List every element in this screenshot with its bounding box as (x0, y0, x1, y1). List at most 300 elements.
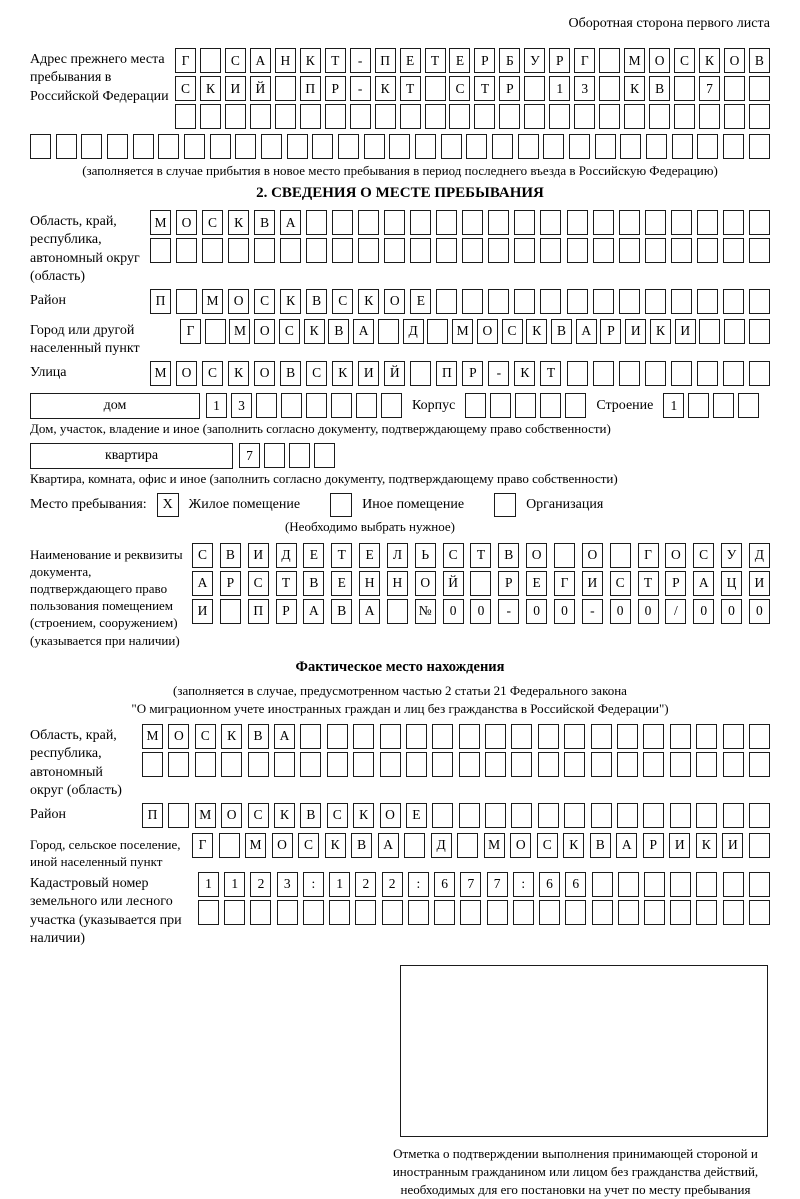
char-cell[interactable] (205, 319, 226, 344)
char-cell[interactable]: Т (276, 571, 297, 596)
char-cell[interactable] (511, 752, 532, 777)
char-cell[interactable]: : (303, 872, 324, 897)
char-cell[interactable]: М (150, 210, 171, 235)
house-type-box[interactable]: дом (30, 393, 200, 419)
char-cell[interactable]: Г (638, 543, 659, 568)
char-cell[interactable] (107, 134, 128, 159)
char-cell[interactable] (514, 238, 535, 263)
char-cell[interactable]: Р (276, 599, 297, 624)
char-cell[interactable]: Д (431, 833, 452, 858)
char-cell[interactable]: Б (499, 48, 520, 73)
char-cell[interactable]: С (195, 724, 216, 749)
char-cell[interactable] (380, 724, 401, 749)
char-cell[interactable] (462, 210, 483, 235)
char-cell[interactable] (645, 361, 666, 386)
char-cell[interactable] (427, 319, 448, 344)
char-cell[interactable] (254, 238, 275, 263)
char-cell[interactable] (474, 104, 495, 129)
char-cell[interactable]: С (327, 803, 348, 828)
char-cell[interactable]: К (650, 319, 671, 344)
char-cell[interactable]: Т (325, 48, 346, 73)
char-cell[interactable]: Н (359, 571, 380, 596)
char-cell[interactable] (593, 361, 614, 386)
char-cell[interactable]: И (625, 319, 646, 344)
char-cell[interactable]: 6 (565, 872, 586, 897)
char-cell[interactable]: В (303, 571, 324, 596)
char-cell[interactable] (325, 104, 346, 129)
char-cell[interactable]: А (616, 833, 637, 858)
char-cell[interactable] (410, 210, 431, 235)
char-cell[interactable] (331, 393, 352, 418)
char-cell[interactable]: 0 (693, 599, 714, 624)
char-cell[interactable]: О (384, 289, 405, 314)
char-cell[interactable]: 7 (699, 76, 720, 101)
char-cell[interactable] (619, 289, 640, 314)
char-cell[interactable] (713, 393, 734, 418)
char-cell[interactable] (697, 289, 718, 314)
char-cell[interactable]: П (142, 803, 163, 828)
char-cell[interactable] (202, 238, 223, 263)
char-cell[interactable]: 3 (231, 393, 252, 418)
char-cell[interactable] (248, 752, 269, 777)
char-cell[interactable] (567, 210, 588, 235)
char-cell[interactable]: 1 (206, 393, 227, 418)
char-cell[interactable]: К (353, 803, 374, 828)
apartment-type-box[interactable]: квартира (30, 443, 233, 469)
char-cell[interactable] (593, 238, 614, 263)
char-cell[interactable]: 2 (382, 872, 403, 897)
char-cell[interactable] (327, 752, 348, 777)
char-cell[interactable] (644, 872, 665, 897)
char-cell[interactable] (281, 393, 302, 418)
char-cell[interactable] (749, 76, 770, 101)
char-cell[interactable]: 3 (574, 76, 595, 101)
char-cell[interactable] (540, 238, 561, 263)
char-cell[interactable] (599, 48, 620, 73)
char-cell[interactable] (300, 104, 321, 129)
char-cell[interactable] (487, 900, 508, 925)
char-cell[interactable] (425, 104, 446, 129)
char-cell[interactable] (410, 238, 431, 263)
char-cell[interactable] (300, 724, 321, 749)
char-cell[interactable]: С (192, 543, 213, 568)
char-cell[interactable]: В (328, 319, 349, 344)
char-cell[interactable]: - (350, 76, 371, 101)
char-cell[interactable]: С (693, 543, 714, 568)
char-cell[interactable] (355, 900, 376, 925)
char-cell[interactable] (567, 238, 588, 263)
char-cell[interactable]: А (378, 833, 399, 858)
char-cell[interactable] (723, 900, 744, 925)
char-cell[interactable]: М (150, 361, 171, 386)
char-cell[interactable] (485, 752, 506, 777)
char-cell[interactable]: С (254, 289, 275, 314)
char-cell[interactable] (485, 724, 506, 749)
char-cell[interactable]: С (674, 48, 695, 73)
char-cell[interactable]: В (749, 48, 770, 73)
char-cell[interactable]: А (303, 599, 324, 624)
char-cell[interactable] (219, 833, 240, 858)
char-cell[interactable]: К (696, 833, 717, 858)
char-cell[interactable] (624, 104, 645, 129)
char-cell[interactable] (406, 752, 427, 777)
char-cell[interactable]: О (168, 724, 189, 749)
char-cell[interactable] (697, 238, 718, 263)
char-cell[interactable]: И (225, 76, 246, 101)
char-cell[interactable] (574, 104, 595, 129)
char-cell[interactable]: К (221, 724, 242, 749)
char-cell[interactable]: И (358, 361, 379, 386)
char-cell[interactable] (592, 872, 613, 897)
char-cell[interactable] (518, 134, 539, 159)
char-cell[interactable] (618, 872, 639, 897)
char-cell[interactable]: 0 (443, 599, 464, 624)
char-cell[interactable]: Т (474, 76, 495, 101)
char-cell[interactable] (549, 104, 570, 129)
char-cell[interactable] (364, 134, 385, 159)
char-cell[interactable] (168, 752, 189, 777)
char-cell[interactable]: С (306, 361, 327, 386)
char-cell[interactable] (312, 134, 333, 159)
char-cell[interactable] (749, 238, 770, 263)
char-cell[interactable] (749, 104, 770, 129)
char-cell[interactable]: О (526, 543, 547, 568)
char-cell[interactable] (696, 803, 717, 828)
char-cell[interactable] (524, 104, 545, 129)
char-cell[interactable]: В (254, 210, 275, 235)
char-cell[interactable]: В (498, 543, 519, 568)
char-cell[interactable] (645, 238, 666, 263)
char-cell[interactable]: О (582, 543, 603, 568)
char-cell[interactable] (176, 238, 197, 263)
char-cell[interactable]: 2 (355, 872, 376, 897)
char-cell[interactable] (30, 134, 51, 159)
char-cell[interactable] (670, 900, 691, 925)
char-cell[interactable] (264, 443, 285, 468)
char-cell[interactable]: Р (665, 571, 686, 596)
char-cell[interactable] (620, 134, 641, 159)
char-cell[interactable]: А (353, 319, 374, 344)
char-cell[interactable] (538, 752, 559, 777)
char-cell[interactable]: В (331, 599, 352, 624)
char-cell[interactable] (289, 443, 310, 468)
char-cell[interactable]: 0 (470, 599, 491, 624)
char-cell[interactable]: / (665, 599, 686, 624)
char-cell[interactable] (564, 752, 585, 777)
char-cell[interactable] (514, 210, 535, 235)
char-cell[interactable]: Р (643, 833, 664, 858)
char-cell[interactable]: О (228, 289, 249, 314)
char-cell[interactable] (644, 900, 665, 925)
char-cell[interactable] (617, 752, 638, 777)
char-cell[interactable]: 7 (460, 872, 481, 897)
char-cell[interactable] (235, 134, 256, 159)
char-cell[interactable]: Р (462, 361, 483, 386)
char-cell[interactable] (619, 361, 640, 386)
char-cell[interactable]: И (669, 833, 690, 858)
char-cell[interactable] (303, 900, 324, 925)
char-cell[interactable] (699, 104, 720, 129)
char-cell[interactable]: Е (526, 571, 547, 596)
char-cell[interactable] (514, 289, 535, 314)
char-cell[interactable]: Е (406, 803, 427, 828)
char-cell[interactable]: С (610, 571, 631, 596)
char-cell[interactable]: А (250, 48, 271, 73)
char-cell[interactable] (470, 571, 491, 596)
char-cell[interactable] (564, 803, 585, 828)
char-cell[interactable]: А (576, 319, 597, 344)
char-cell[interactable] (749, 361, 770, 386)
char-cell[interactable]: К (375, 76, 396, 101)
char-cell[interactable] (459, 803, 480, 828)
char-cell[interactable] (176, 289, 197, 314)
char-cell[interactable]: Г (574, 48, 595, 73)
char-cell[interactable] (356, 393, 377, 418)
char-cell[interactable] (591, 803, 612, 828)
char-cell[interactable]: Д (403, 319, 424, 344)
char-cell[interactable] (749, 872, 770, 897)
char-cell[interactable] (408, 900, 429, 925)
char-cell[interactable]: О (477, 319, 498, 344)
char-cell[interactable]: И (675, 319, 696, 344)
char-cell[interactable] (591, 752, 612, 777)
char-cell[interactable] (723, 210, 744, 235)
char-cell[interactable]: О (510, 833, 531, 858)
char-cell[interactable] (150, 238, 171, 263)
char-cell[interactable] (261, 134, 282, 159)
char-cell[interactable] (224, 900, 245, 925)
char-cell[interactable] (645, 210, 666, 235)
char-cell[interactable]: К (563, 833, 584, 858)
char-cell[interactable] (539, 900, 560, 925)
char-cell[interactable] (275, 76, 296, 101)
char-cell[interactable] (696, 900, 717, 925)
char-cell[interactable] (353, 724, 374, 749)
char-cell[interactable] (749, 900, 770, 925)
char-cell[interactable]: О (221, 803, 242, 828)
char-cell[interactable] (696, 752, 717, 777)
char-cell[interactable]: М (245, 833, 266, 858)
char-cell[interactable] (314, 443, 335, 468)
char-cell[interactable]: : (408, 872, 429, 897)
char-cell[interactable] (723, 724, 744, 749)
char-cell[interactable] (274, 752, 295, 777)
char-cell[interactable] (381, 393, 402, 418)
char-cell[interactable] (358, 238, 379, 263)
char-cell[interactable]: С (248, 571, 269, 596)
char-cell[interactable] (462, 289, 483, 314)
char-cell[interactable] (350, 104, 371, 129)
char-cell[interactable]: М (202, 289, 223, 314)
char-cell[interactable] (697, 361, 718, 386)
char-cell[interactable] (591, 724, 612, 749)
char-cell[interactable] (490, 393, 511, 418)
char-cell[interactable] (672, 134, 693, 159)
char-cell[interactable]: П (248, 599, 269, 624)
char-cell[interactable]: О (176, 361, 197, 386)
char-cell[interactable] (228, 238, 249, 263)
char-cell[interactable]: В (551, 319, 572, 344)
char-cell[interactable]: К (325, 833, 346, 858)
char-cell[interactable] (441, 134, 462, 159)
char-cell[interactable] (671, 361, 692, 386)
char-cell[interactable] (670, 803, 691, 828)
char-cell[interactable] (540, 289, 561, 314)
char-cell[interactable] (724, 319, 745, 344)
char-cell[interactable]: Т (638, 571, 659, 596)
char-cell[interactable]: В (280, 361, 301, 386)
char-cell[interactable]: П (436, 361, 457, 386)
char-cell[interactable]: С (443, 543, 464, 568)
checkbox-other-premises[interactable] (330, 493, 352, 517)
char-cell[interactable]: 3 (277, 872, 298, 897)
char-cell[interactable]: 1 (329, 872, 350, 897)
char-cell[interactable]: Г (175, 48, 196, 73)
char-cell[interactable] (250, 900, 271, 925)
char-cell[interactable]: А (280, 210, 301, 235)
char-cell[interactable] (599, 76, 620, 101)
char-cell[interactable] (696, 872, 717, 897)
char-cell[interactable] (595, 134, 616, 159)
char-cell[interactable] (460, 900, 481, 925)
char-cell[interactable] (389, 134, 410, 159)
char-cell[interactable]: 7 (239, 443, 260, 468)
char-cell[interactable] (670, 872, 691, 897)
char-cell[interactable] (142, 752, 163, 777)
char-cell[interactable] (485, 803, 506, 828)
char-cell[interactable] (400, 104, 421, 129)
char-cell[interactable] (436, 238, 457, 263)
char-cell[interactable]: Н (275, 48, 296, 73)
char-cell[interactable]: № (415, 599, 436, 624)
char-cell[interactable]: К (280, 289, 301, 314)
char-cell[interactable]: И (722, 833, 743, 858)
char-cell[interactable]: Р (498, 571, 519, 596)
char-cell[interactable]: В (220, 543, 241, 568)
char-cell[interactable]: Г (554, 571, 575, 596)
char-cell[interactable] (415, 134, 436, 159)
char-cell[interactable] (462, 238, 483, 263)
char-cell[interactable] (133, 134, 154, 159)
char-cell[interactable]: С (202, 361, 223, 386)
char-cell[interactable] (697, 210, 718, 235)
char-cell[interactable] (280, 238, 301, 263)
char-cell[interactable]: Й (384, 361, 405, 386)
char-cell[interactable] (56, 134, 77, 159)
char-cell[interactable]: О (724, 48, 745, 73)
char-cell[interactable] (543, 134, 564, 159)
char-cell[interactable]: И (582, 571, 603, 596)
char-cell[interactable] (332, 210, 353, 235)
char-cell[interactable] (384, 210, 405, 235)
char-cell[interactable] (649, 104, 670, 129)
char-cell[interactable] (593, 210, 614, 235)
char-cell[interactable] (749, 210, 770, 235)
char-cell[interactable]: Е (410, 289, 431, 314)
char-cell[interactable]: В (300, 803, 321, 828)
char-cell[interactable] (618, 900, 639, 925)
char-cell[interactable] (168, 803, 189, 828)
char-cell[interactable]: Р (600, 319, 621, 344)
char-cell[interactable] (643, 752, 664, 777)
char-cell[interactable]: К (526, 319, 547, 344)
char-cell[interactable]: Т (470, 543, 491, 568)
char-cell[interactable] (198, 900, 219, 925)
char-cell[interactable] (81, 134, 102, 159)
checkbox-organization[interactable] (494, 493, 516, 517)
char-cell[interactable] (277, 900, 298, 925)
char-cell[interactable]: С (202, 210, 223, 235)
char-cell[interactable] (375, 104, 396, 129)
char-cell[interactable] (643, 724, 664, 749)
char-cell[interactable] (567, 289, 588, 314)
char-cell[interactable]: Е (303, 543, 324, 568)
char-cell[interactable] (513, 900, 534, 925)
char-cell[interactable] (670, 752, 691, 777)
char-cell[interactable]: У (721, 543, 742, 568)
char-cell[interactable] (459, 752, 480, 777)
char-cell[interactable] (338, 134, 359, 159)
char-cell[interactable] (432, 724, 453, 749)
char-cell[interactable]: А (359, 599, 380, 624)
char-cell[interactable]: Е (400, 48, 421, 73)
char-cell[interactable]: Т (540, 361, 561, 386)
char-cell[interactable]: С (502, 319, 523, 344)
char-cell[interactable] (220, 599, 241, 624)
char-cell[interactable] (425, 76, 446, 101)
char-cell[interactable]: 0 (554, 599, 575, 624)
char-cell[interactable]: 0 (638, 599, 659, 624)
char-cell[interactable] (645, 289, 666, 314)
char-cell[interactable]: Т (331, 543, 352, 568)
char-cell[interactable] (378, 319, 399, 344)
char-cell[interactable]: В (351, 833, 372, 858)
char-cell[interactable] (674, 104, 695, 129)
char-cell[interactable]: - (498, 599, 519, 624)
char-cell[interactable] (697, 134, 718, 159)
char-cell[interactable] (524, 76, 545, 101)
char-cell[interactable] (466, 134, 487, 159)
char-cell[interactable] (457, 833, 478, 858)
char-cell[interactable] (674, 76, 695, 101)
char-cell[interactable] (749, 289, 770, 314)
char-cell[interactable]: Й (443, 571, 464, 596)
char-cell[interactable] (225, 104, 246, 129)
char-cell[interactable] (436, 210, 457, 235)
char-cell[interactable]: О (665, 543, 686, 568)
char-cell[interactable] (688, 393, 709, 418)
char-cell[interactable] (538, 724, 559, 749)
char-cell[interactable] (329, 900, 350, 925)
char-cell[interactable] (567, 361, 588, 386)
char-cell[interactable] (384, 238, 405, 263)
char-cell[interactable] (723, 803, 744, 828)
char-cell[interactable]: 0 (610, 599, 631, 624)
char-cell[interactable] (564, 724, 585, 749)
char-cell[interactable]: К (332, 361, 353, 386)
char-cell[interactable]: С (332, 289, 353, 314)
char-cell[interactable]: : (513, 872, 534, 897)
char-cell[interactable]: Г (180, 319, 201, 344)
char-cell[interactable] (617, 724, 638, 749)
char-cell[interactable] (200, 48, 221, 73)
char-cell[interactable]: С (449, 76, 470, 101)
char-cell[interactable]: - (582, 599, 603, 624)
char-cell[interactable] (306, 238, 327, 263)
char-cell[interactable] (221, 752, 242, 777)
char-cell[interactable] (515, 393, 536, 418)
char-cell[interactable] (540, 210, 561, 235)
